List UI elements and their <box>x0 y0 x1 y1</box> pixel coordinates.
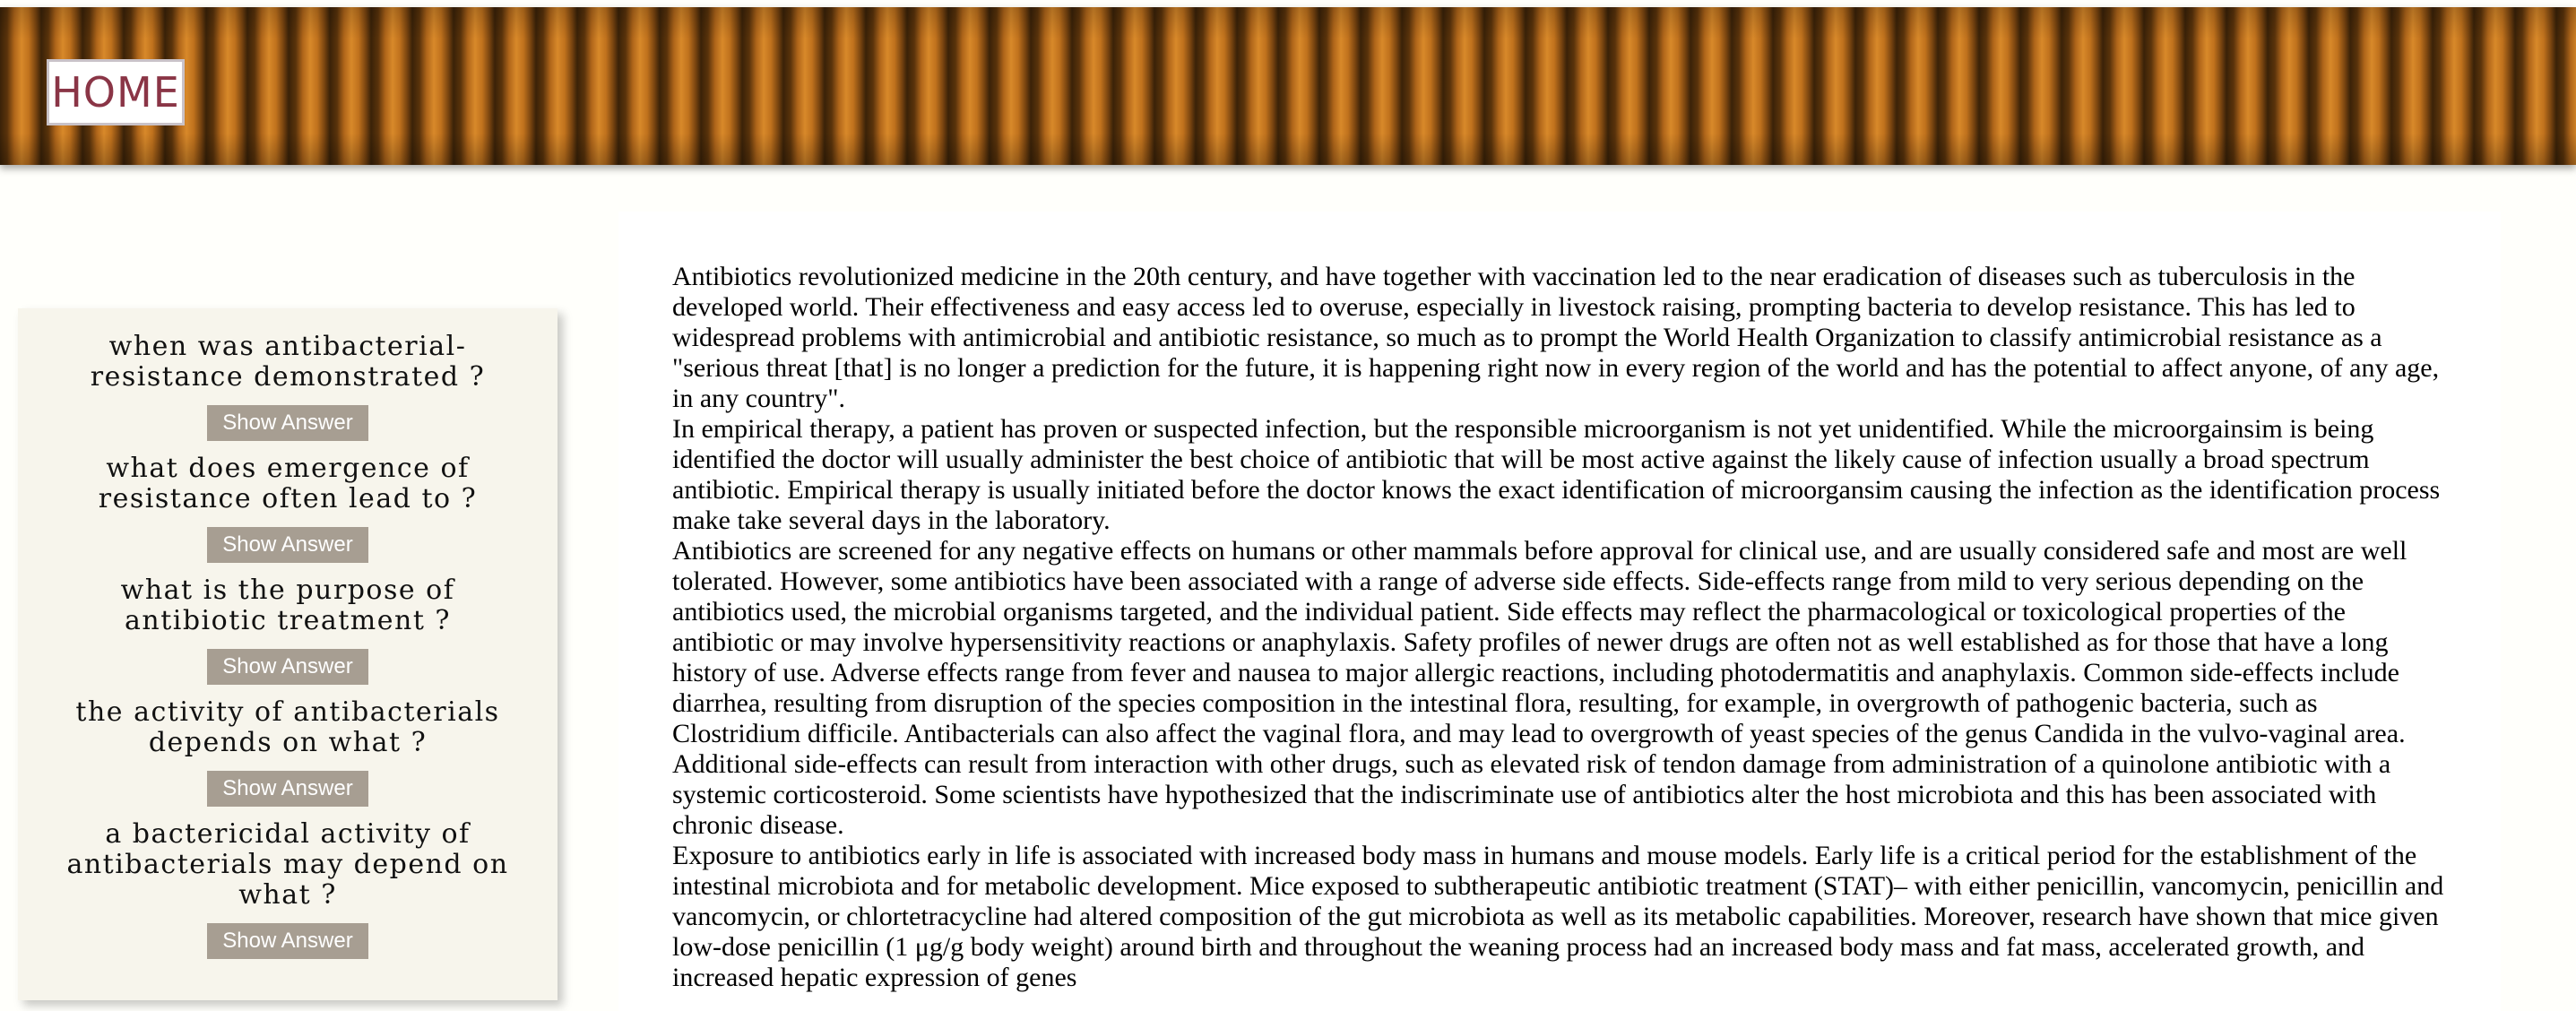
quiz-question: when was antibacterial-resistance demonstrated ? <box>90 331 486 393</box>
show-answer-button[interactable]: Show Answer <box>207 649 368 685</box>
show-answer-button[interactable]: Show Answer <box>207 527 368 563</box>
home-button[interactable]: HOME <box>47 59 185 125</box>
show-answer-button[interactable]: Show Answer <box>207 771 368 807</box>
quiz-question: the activity of antibacterials depends on what ? <box>75 696 500 758</box>
show-answer-button[interactable]: Show Answer <box>207 923 368 959</box>
quiz-question: what is the purpose of antibiotic treatment ? <box>120 575 455 636</box>
quiz-item <box>18 819 558 972</box>
quiz-question: a bactericidal activity of antibacterials may depend on what ? <box>66 818 509 911</box>
quiz-item <box>18 332 558 454</box>
quiz-item <box>18 575 558 697</box>
quiz-item <box>18 454 558 575</box>
quiz-question: what does emergence of resistance often lead to ? <box>98 453 478 514</box>
article-paragraph: Exposure to antibiotics early in life is associated with increased body mass in humans and mouse models. Early life is a critical period for the establishment of the intestinal microbiota and for metabolic development. Mice exposed to subtherapeutic antibiotic treatment (STAT)– with either penicillin, vancomycin, penicillin and vancomycin, or chlortetracycline had altered composition of the gut microbiota as well as its metabolic capabilities. Moreover, research have shown that mice given low-dose penicillin (1 μg/g body weight) around birth and throughout the weaning process had an increased body mass and fat mass, accelerated growth, and increased hepatic expression of genes <box>672 841 2444 992</box>
quiz-sidebar <box>18 308 558 1000</box>
article-paragraph: Antibiotics are screened for any negative effects on humans or other mammals before approval for clinical use, and are usually considered safe and most are well tolerated. However, some antibiotics have been associated with a range of adverse side effects. Side-effects range from mild to very serious depending on the antibiotics used, the microbial organisms targeted, and the individual patient. Side effects may reflect the pharmacological or toxicological properties of the antibiotic or may involve hypersensitivity reactions or anaphylaxis. Safety profiles of newer drugs are often not as well established as for those that have a long history of use. Adverse effects range from fever and nausea to major allergic reactions, including photodermatitis and anaphylaxis. Common side-effects include diarrhea, resulting from disruption of the species composition in the intestinal flora, resulting, for example, in overgrowth of pathogenic bacteria, such as Clostridium difficile. Antibacterials can also affect the vaginal flora, and may lead to overgrowth of yeast species of the genus Candida in the vulvo-vaginal area. Additional side-effects can result from interaction with other drugs, such as elevated risk of tendon damage from administration of a quinolone antibiotic with a systemic corticosteroid. Some scientists have hypothesized that the indiscriminate use of antibiotics alter the host microbiota and this has been associated with chronic disease. <box>672 536 2407 840</box>
article-content <box>618 212 2501 1011</box>
quiz-item <box>18 697 558 819</box>
header-banner <box>0 7 2576 165</box>
show-answer-button[interactable]: Show Answer <box>207 405 368 441</box>
article-paragraph: Antibiotics revolutionized medicine in the 20th century, and have together with vaccination led to the near eradication of diseases such as tuberculosis in the developed world. Their effectiveness and easy access led to overuse, especially in livestock raising, prompting bacteria to develop resistance. This has led to widespread problems with antimicrobial and antibiotic resistance, so much as to prompt the World Health Organization to classify antimicrobial resistance as a "serious threat [that] is no longer a prediction for the future, it is happening right now in every region of the world and has the potential to affect anyone, of any age, in any country". <box>672 262 2440 413</box>
article-paragraph: In empirical therapy, a patient has proven or suspected infection, but the responsible microorganism is not yet unidentified. While the microorgainsim is being identified the doctor will usually administer the best choice of antibiotic that will be most active against the likely cause of infection usually a broad spectrum antibiotic. Empirical therapy is usually initiated before the doctor knows the exact identification of microorgansim causing the infection as the identification process make take several days in the laboratory. <box>672 414 2441 535</box>
